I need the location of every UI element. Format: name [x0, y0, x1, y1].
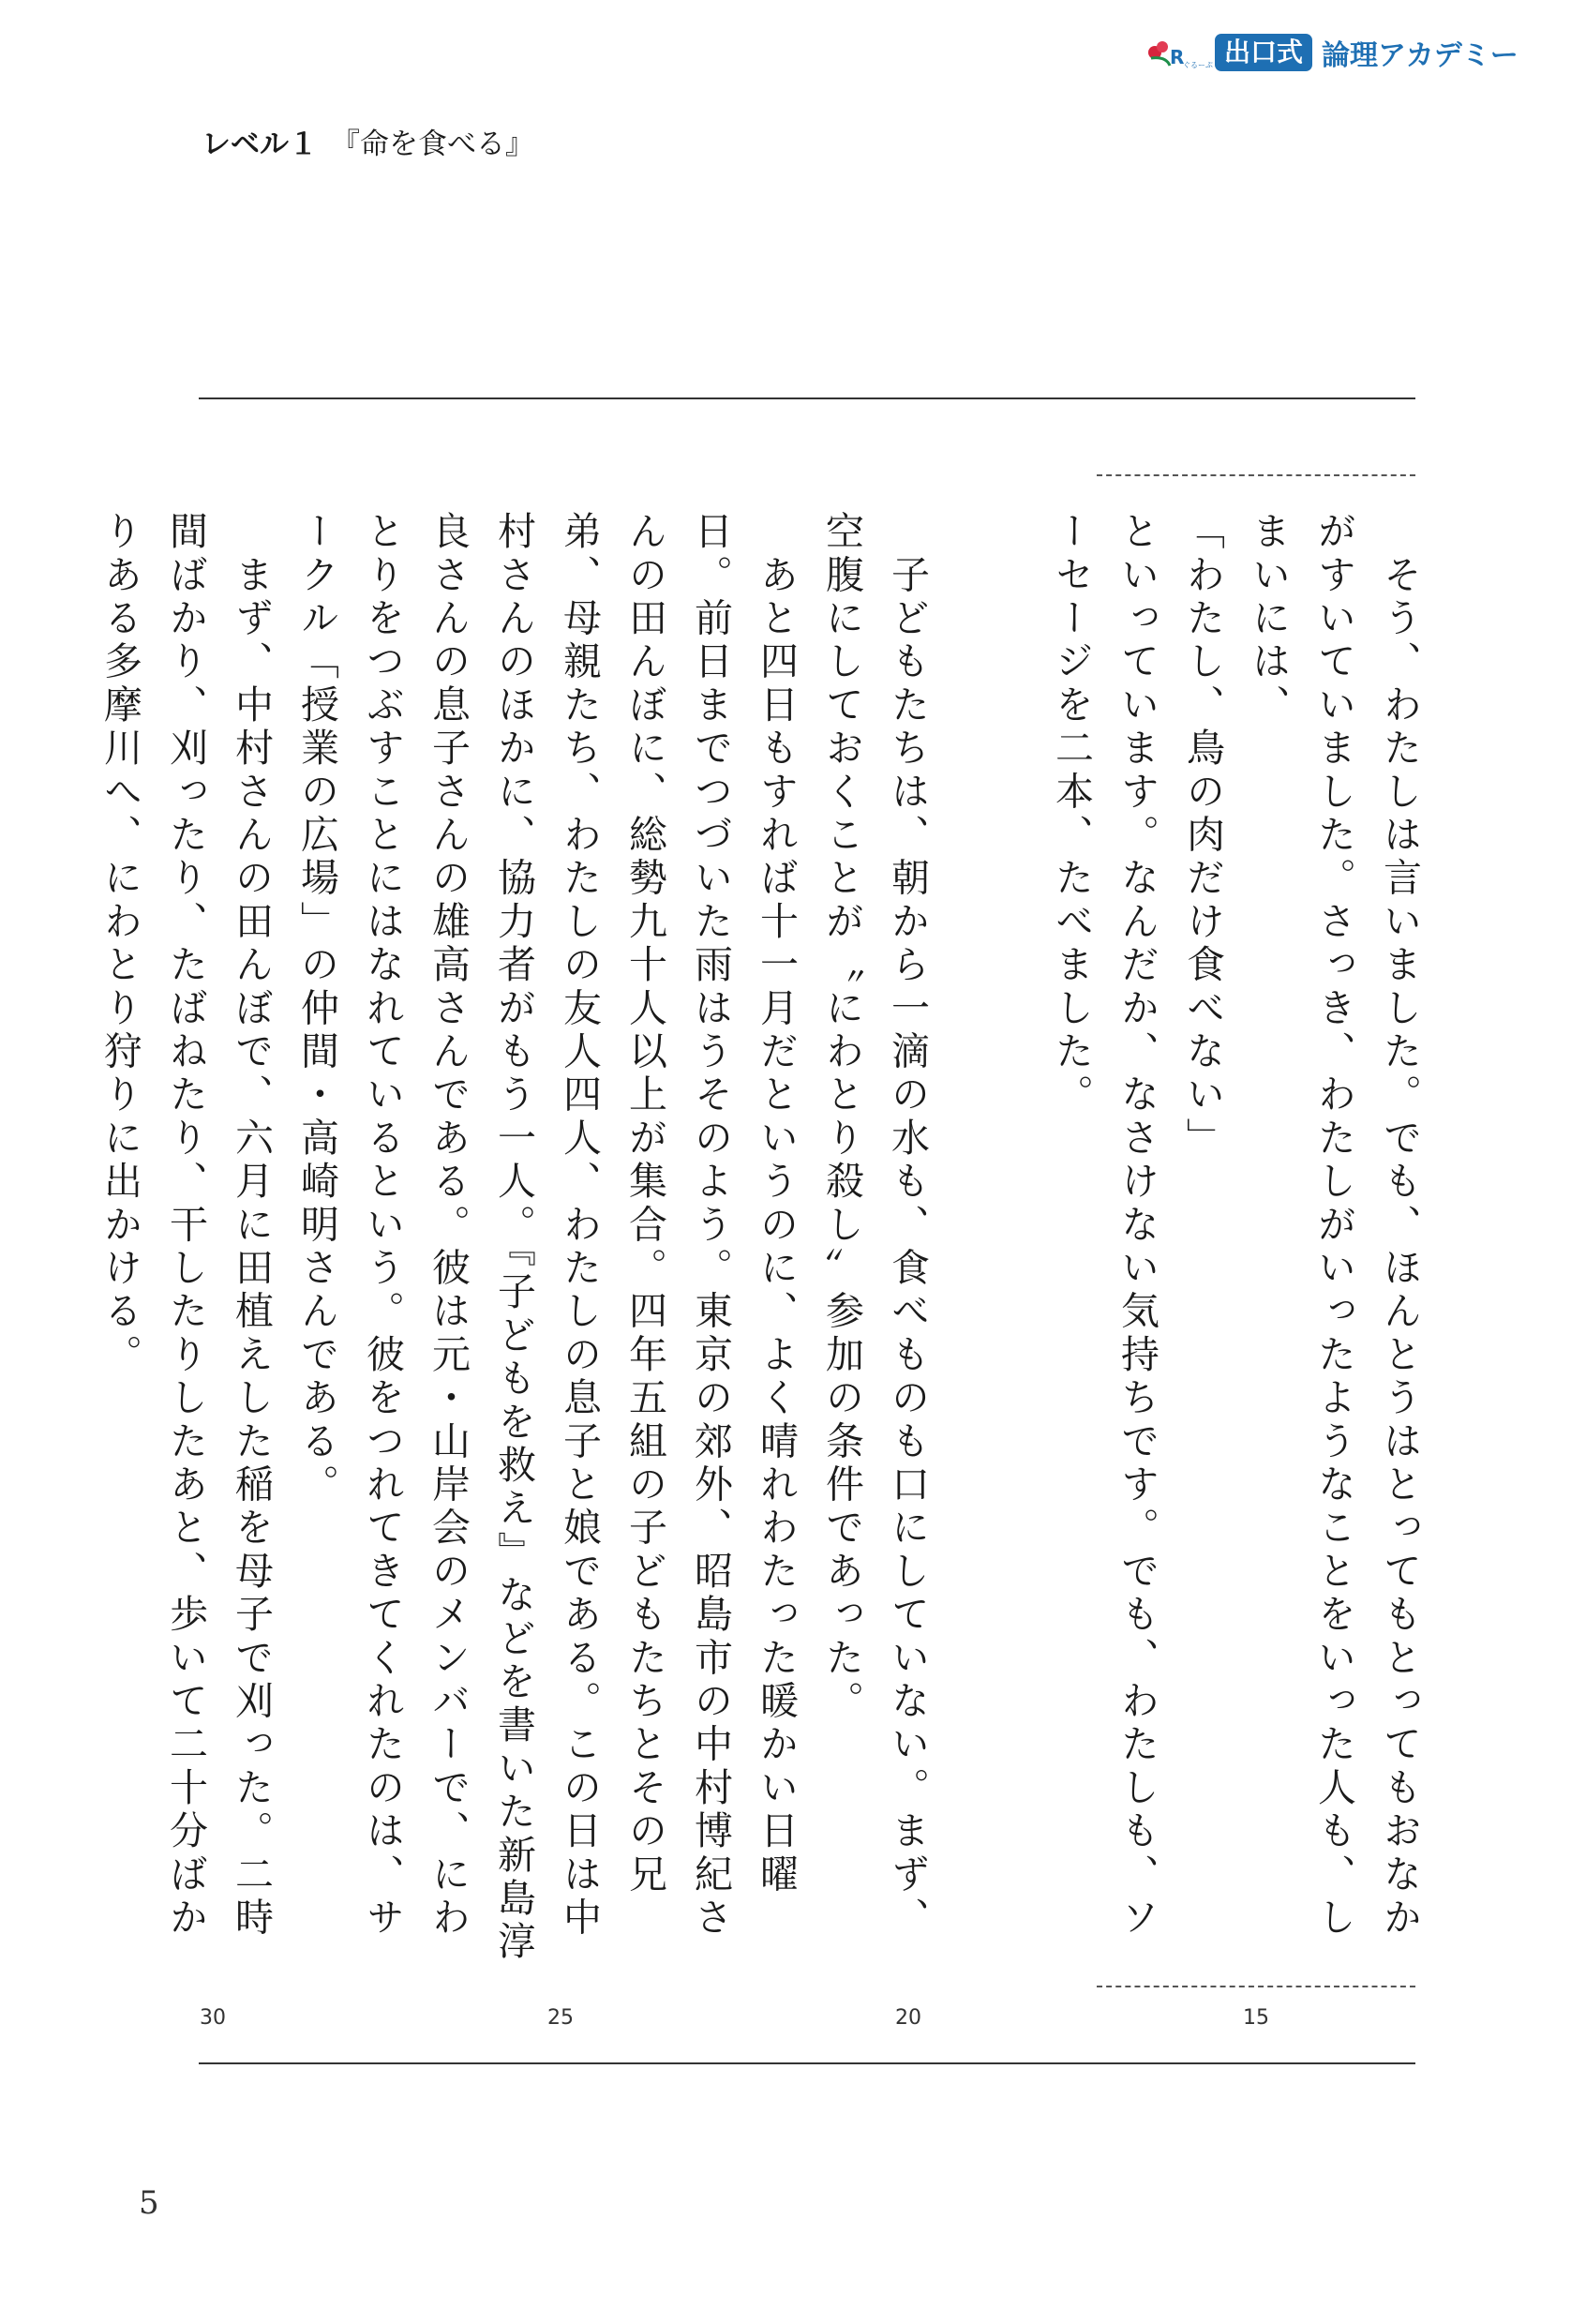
line-number: 30: [200, 2006, 226, 2030]
paragraph: 子どもたちは、朝から一滴の水も、食べものも口にしていない。まず、空腹にしておくことが〝にわとり殺し〟参加の条件であった。: [819, 511, 930, 1941]
paragraph: まず、中村さんの田んぼで、六月に田植えした稲を母子で刈った。二時間ばかり、刈ったり、たばねたり、干したりしたあと、歩いて二十分ばかりある多摩川へ、にわとり狩りに出かける。: [97, 511, 274, 1941]
svg-text:R: R: [1170, 46, 1185, 68]
brand-box-label: 出口式: [1215, 34, 1312, 71]
paragraph: あと四日もすれば十一月だというのに、よく晴れわたった暖かい日曜日。前日までつづいた雨はうそのよう。東京の郊外、昭島市の中村博紀さんの田んぼに、総勢九十人以上が集合。四年五組の子どもたちとその兄弟、母親たち、わたしの友人四人、わたしの息子と娘である。この日は中村さんのほかに、協力者がもう一人。『子どもを救え』などを書いた新島淳良さんの息子さんの雄高さんである。彼は元・山岸会のメンバーで、にわとりをつぶすことにはなれているという。彼をつれてきてくれたのは、サークル「授業の広場」の仲間・高崎明さんである。: [294, 511, 799, 1965]
line-number: 20: [895, 2006, 921, 2030]
line-number: 25: [547, 2006, 574, 2030]
top-rule: [199, 397, 1415, 399]
brand-name: 論理アカデミー: [1322, 39, 1519, 72]
section-gap: [940, 511, 1039, 1973]
line-number: 15: [1243, 2006, 1269, 2030]
brand-logo: [1142, 30, 1213, 75]
level-title: [202, 120, 534, 162]
brand-header: [1142, 30, 1535, 75]
paragraph: 「わたし、鳥の肉だけ食べない」: [1180, 511, 1225, 1161]
svg-text:ぐるーぷ: ぐるーぷ: [1183, 61, 1213, 69]
page-number: 5: [139, 2184, 159, 2222]
vertical-text-body: [97, 511, 1432, 1973]
quote-bottom-dashed-rule: [1097, 1986, 1415, 1987]
paragraph: そう、わたしは言いました。でも、ほんとうはとってもとってもおなかがすいていました。さっき、わたしがいったようなことをいった人も、しまいには、: [1246, 511, 1422, 1941]
quote-top-dashed-rule: [1097, 474, 1415, 476]
paragraph: といっています。なんだか、なさけない気持ちです。でも、わたしも、ソーセージを二本、たべました。: [1049, 511, 1160, 1941]
bottom-rule: [199, 2062, 1415, 2064]
book-title: 『命を食べる』: [331, 127, 534, 161]
level-label: レベル１: [202, 127, 318, 161]
logo-mark-icon: [1142, 30, 1213, 75]
